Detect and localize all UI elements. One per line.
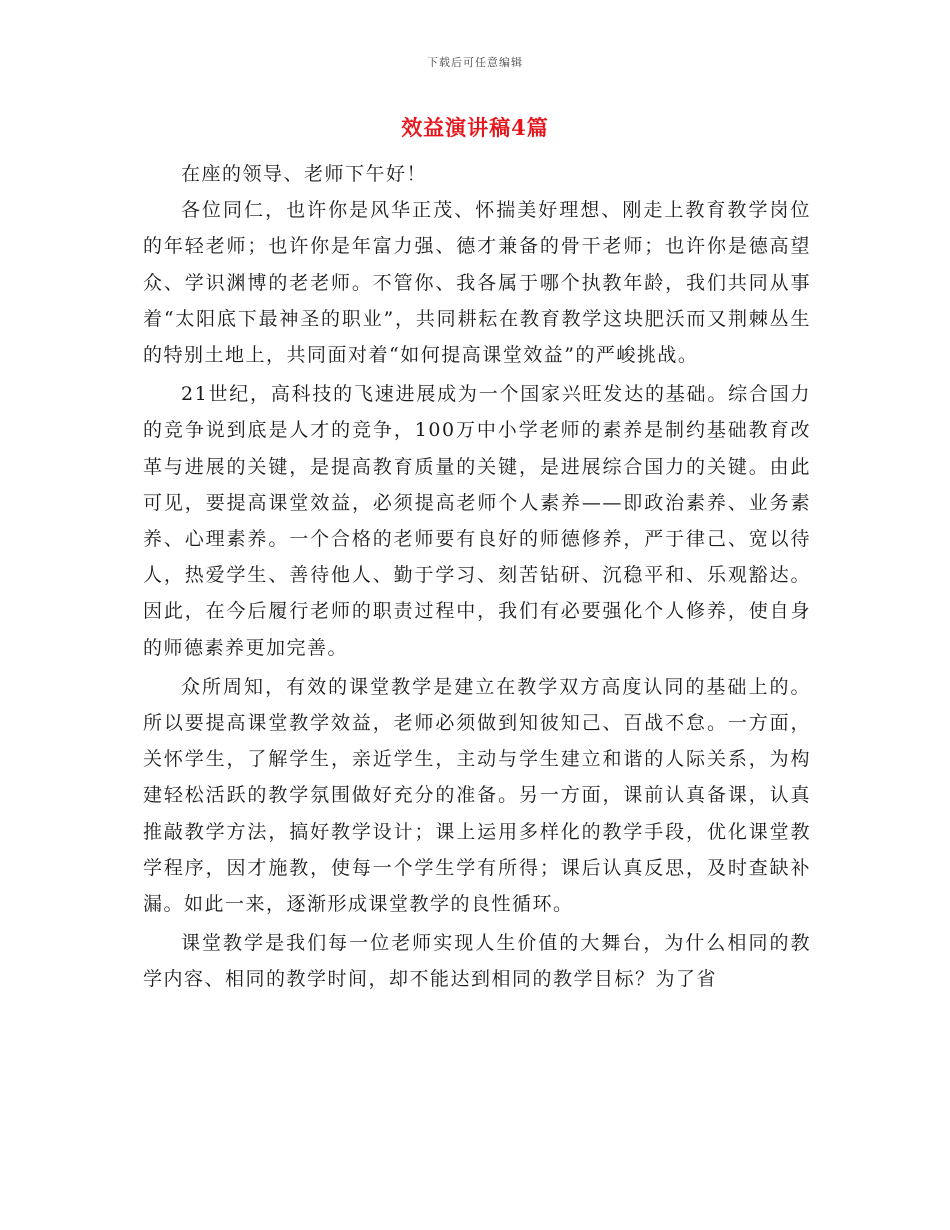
paragraph-stage: 课堂教学是我们每一位老师实现人生价值的大舞台，为什么相同的教学内容、相同的教学时间，却不能达到相同的教学目标？为了省: [143, 932, 811, 991]
paragraph-century: 21世纪，高科技的飞速进展成为一个国家兴旺发达的基础。综合国力的竞争说到底是人才的竞争，100万中小学老师的素养是制约基础教育改革与进展的关键，是提高教育质量的关键，是进展综合国力的关键。由此可见，要提高课堂效益，必须提高老师个人素养——即政治素养、业务素养、心理素养。一个合格的老师要有良好的师德修养，严于律己、宽以待人，热爱学生、善待他人、勤于学习、刻苦钻研、沉稳平和、乐观豁达。因此，在今后履行老师的职责过程中，我们有必要强化个人修养，使自身的师德素养更加完善。: [143, 383, 811, 659]
document-title: 效益演讲稿4篇: [401, 115, 549, 140]
document-body: [143, 156, 811, 998]
paragraph-colleagues: 各位同仁，也许你是风华正茂、怀揣美好理想、刚走上教育教学岗位的年轻老师；也许你是年富力强、德才兼备的骨干老师；也许你是德高望众、学识渊博的老老师。不管你、我各属于哪个执教年龄，我们共同从事着“太阳底下最神圣的职业”，共同耕耘在教育教学这块肥沃而又荆棘丛生的特别土地上，共同面对着“如何提高课堂效益”的严峻挑战。: [143, 199, 811, 367]
page-header-note: 下载后可任意编辑: [427, 56, 523, 69]
paragraph-classroom: 众所周知，有效的课堂教学是建立在教学双方高度认同的基础上的。所以要提高课堂教学效益，老师必须做到知彼知己、百战不怠。一方面，关怀学生，了解学生，亲近学生，主动与学生建立和谐的人际关系，为构建轻松活跃的教学氛围做好充分的准备。另一方面，课前认真备课，认真推敲教学方法，搞好教学设计；课上运用多样化的教学手段，优化课堂教学程序，因才施教，使每一个学生学有所得；课后认真反思，及时查缺补漏。如此一来，逐渐形成课堂教学的良性循环。: [143, 675, 811, 916]
paragraph-greeting: 在座的领导、老师下午好！: [181, 163, 428, 185]
